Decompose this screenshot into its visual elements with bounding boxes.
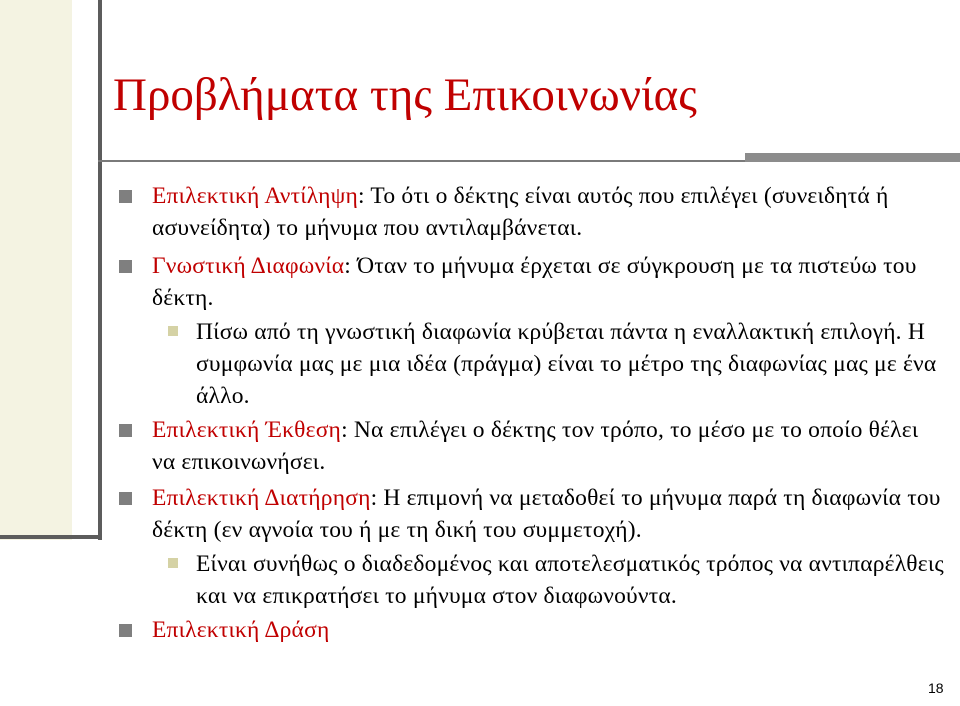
bullet-item — [152, 180, 942, 244]
item-separator: : — [358, 183, 371, 209]
bullet-square-icon — [119, 624, 132, 637]
bullet-square-icon — [119, 190, 132, 203]
bullet-item — [152, 614, 942, 646]
page-number: 18 — [928, 680, 944, 696]
bullet-item — [152, 482, 947, 546]
bullet-item — [152, 250, 942, 314]
item-text: Είναι συνήθως ο διαδεδομένος και αποτελεσματικός τρόπος να αντιπαρέλθεις και να επικρατήσει το μήνυμα στον διαφωνούντα. — [196, 551, 944, 609]
item-term: Γνωστική Διαφωνία — [152, 253, 345, 279]
bullet-square-icon — [119, 424, 132, 437]
item-text: Όταν το μήνυμα έρχεται σε σύγκρουση με τα πιστεύω του δέκτη. — [152, 253, 917, 311]
sub-bullet-square-icon — [168, 558, 178, 568]
item-term: Επιλεκτική Δράση — [152, 617, 330, 643]
bullet-square-icon — [119, 260, 132, 273]
item-separator: : — [341, 417, 354, 443]
item-term: Επιλεκτική Έκθεση — [152, 417, 342, 443]
item-term: Επιλεκτική Αντίληψη — [152, 183, 359, 209]
sub-bullet-square-icon — [168, 326, 178, 336]
item-separator: : — [370, 485, 384, 511]
slide-title: Προβλήματα της Επικοινωνίας — [113, 69, 697, 121]
item-text: Πίσω από τη γνωστική διαφωνία κρύβεται πάντα η εναλλακτική επιλογή. Η συμφωνία μας με μια ιδέα (πράγμα) είναι το μέτρο της διαφωνίας μας με ένα άλλο. — [196, 319, 937, 409]
bullet-square-icon — [119, 492, 132, 505]
sub-bullet-item — [196, 548, 944, 612]
item-text: Η επιμονή να μεταδοθεί το μήνυμα παρά τη διαφωνία του δέκτη (εν αγνοία του ή με τη δική του συμμετοχή). — [152, 485, 941, 543]
item-text: Το ότι ο δέκτης είναι αυτός που επιλέγει (συνειδητά ή ασυνείδητα) το μήνυμα που αντιλαμβάνεται. — [152, 183, 889, 241]
item-text: Να επιλέγει ο δέκτης τον τρόπο, το μέσο με το οποίο θέλει να επικοινωνήσει. — [152, 417, 919, 475]
sub-bullet-item — [196, 316, 944, 412]
item-separator: : — [344, 253, 358, 279]
item-term: Επιλεκτική Διατήρηση — [152, 485, 371, 511]
bullet-item — [152, 414, 942, 478]
